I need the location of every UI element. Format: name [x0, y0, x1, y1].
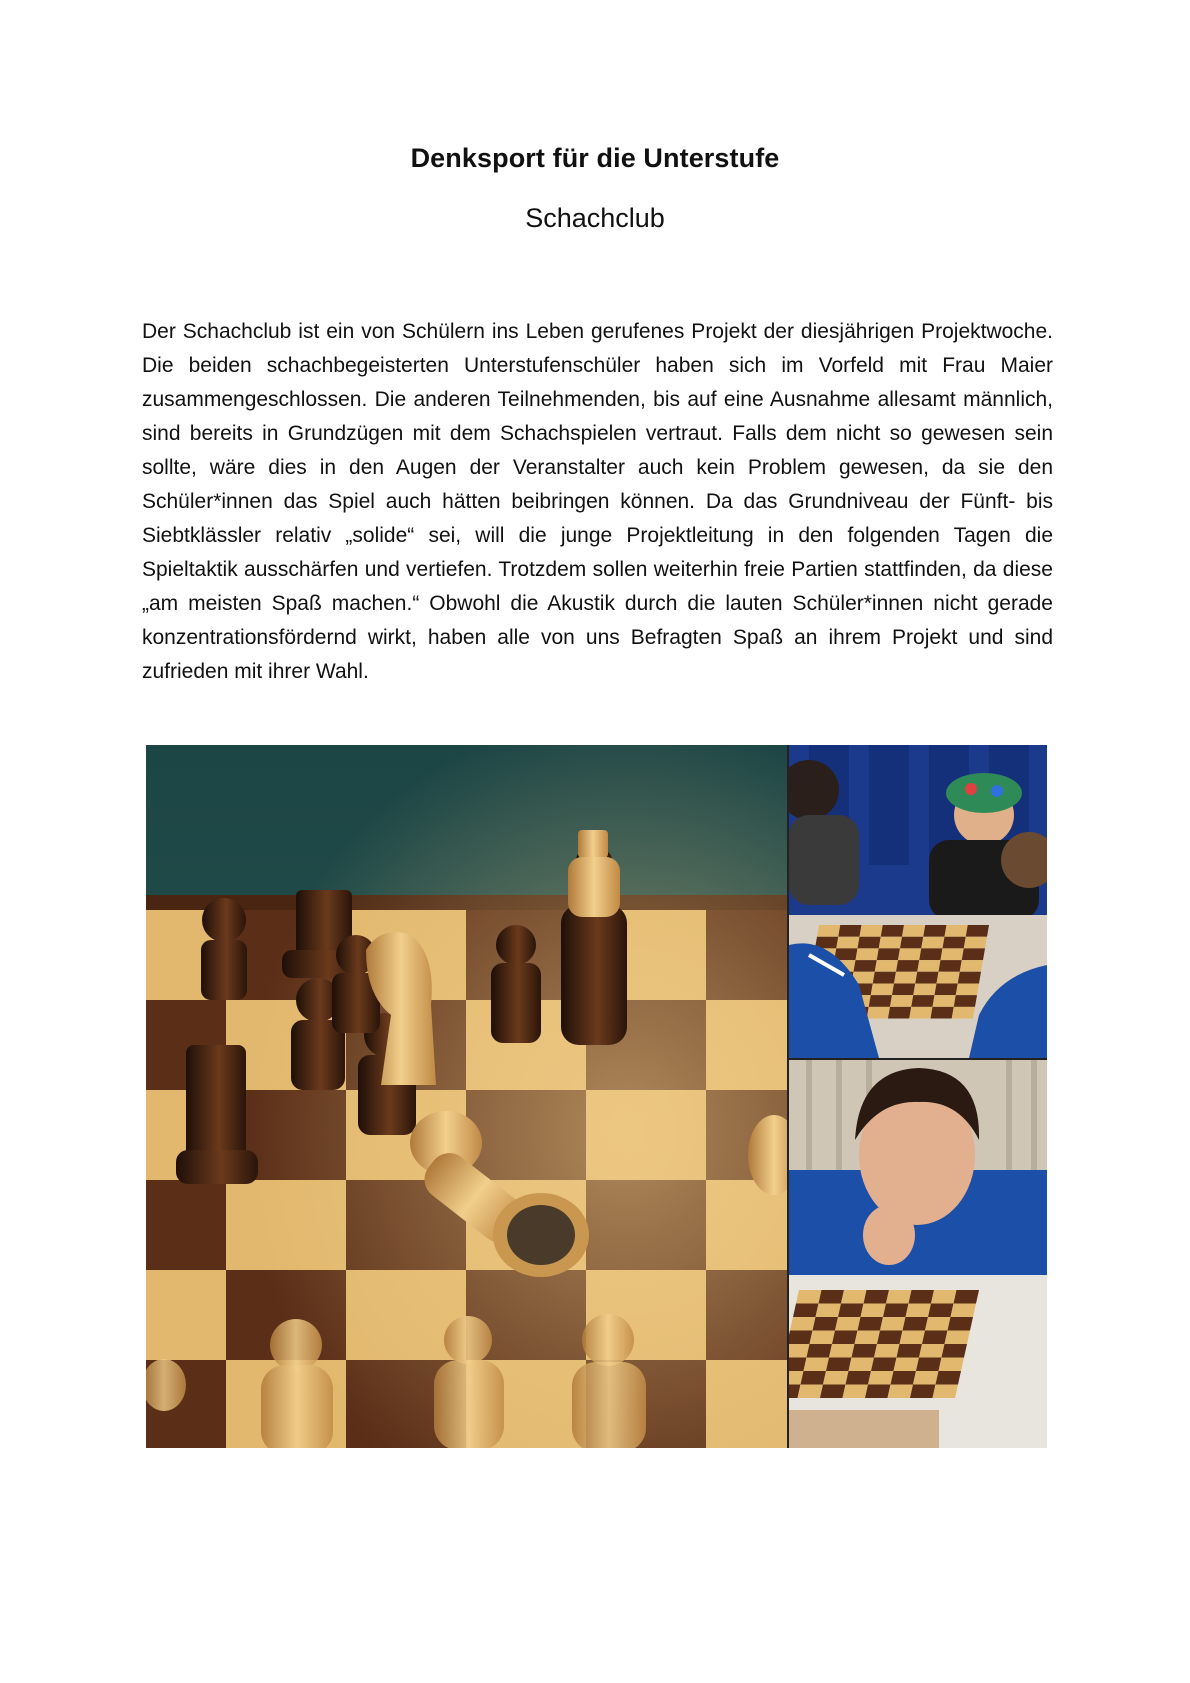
- article-body: [142, 315, 1053, 689]
- students-playing-photo: [789, 745, 1047, 1058]
- boy-thinking-photo: [789, 1060, 1047, 1448]
- page-subtitle: Schachclub: [525, 203, 665, 233]
- photo-gallery: [146, 745, 1047, 1448]
- chess-closeup-photo: [146, 745, 787, 1448]
- article-paragraph: Der Schachclub ist ein von Schülern ins Leben gerufenes Projekt der diesjährigen Projektwoche. Die beiden schachbegeisterten Unterstufenschüler haben sich im Vorfeld mit Frau Maier zusammengeschlossen. Die anderen Teilnehmenden, bis auf eine Ausnahme allesamt männlich, sind bereits in Grundzügen mit dem Schachspielen vertraut. Falls dem nicht so gewesen sein sollte, wäre dies in den Augen der Veranstalter auch kein Problem gewesen, da sie den Schüler*innen das Spiel auch hätten beibringen können. Da das Grundniveau der Fünft- bis Siebtklässler relativ „solide“ sei, will die junge Projektleitung in den folgenden Tagen die Spieltaktik ausschärfen und vertiefen. Trotzdem sollen weiterhin freie Partien stattfinden, da diese „am meisten Spaß machen.“ Obwohl die Akustik durch die lauten Schüler*innen nicht gerade konzentrationsfördernd wirkt, haben alle von uns Befragten Spaß an ihrem Projekt und sind zufrieden mit ihrer Wahl.: [142, 320, 1053, 683]
- page-title: Denksport für die Unterstufe: [410, 143, 780, 173]
